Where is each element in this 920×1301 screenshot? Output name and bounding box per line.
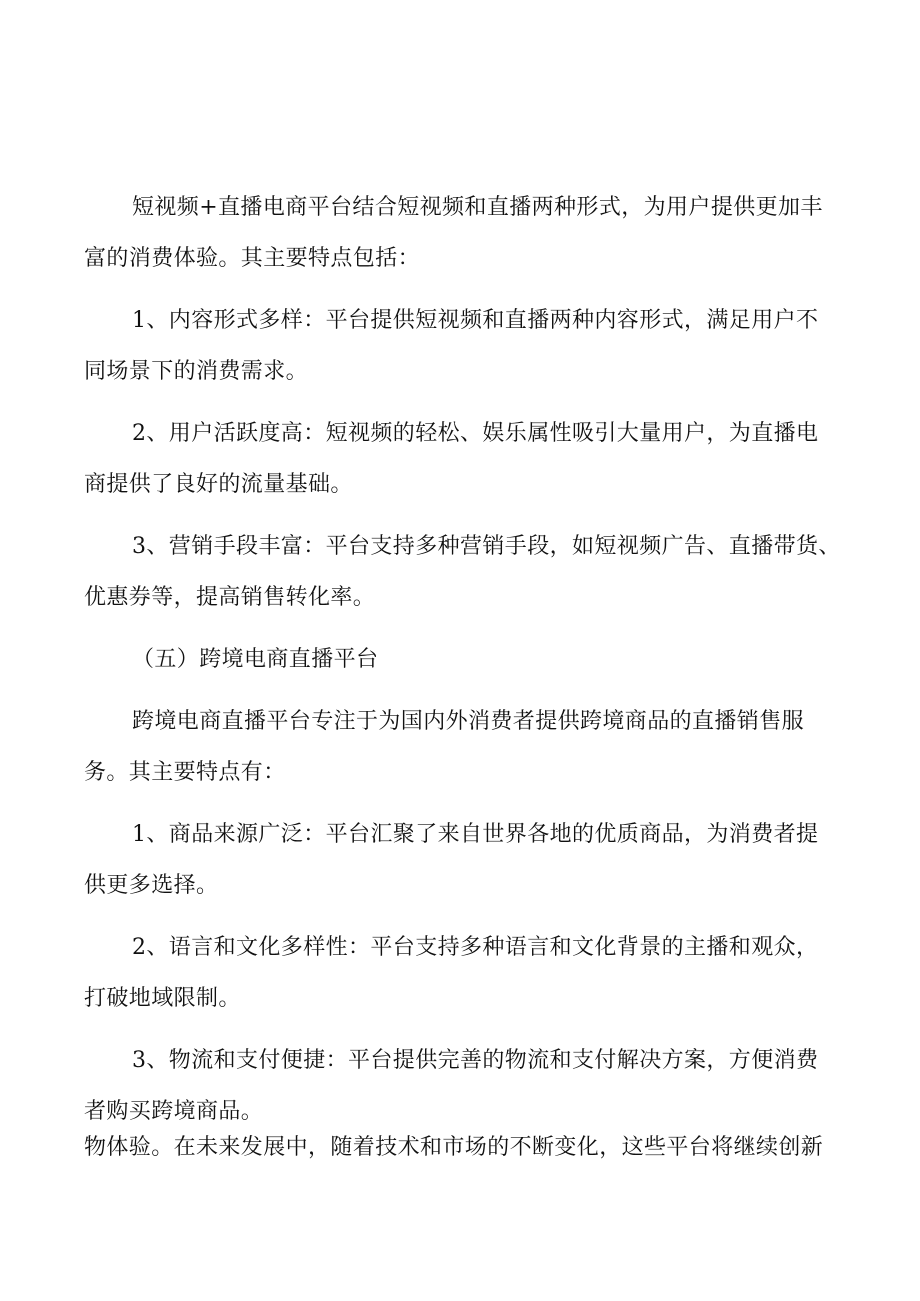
cross-border-feature-3-line-2: 者购买跨境商品。 (84, 1099, 264, 1124)
feature-1-line-2: 同场景下的消费需求。 (84, 359, 309, 384)
cross-border-paragraph-line-2: 务。其主要特点有： (84, 760, 286, 785)
cross-border-feature-1-line-1: 1、商品来源广泛：平台汇聚了来自世界各地的优质商品，为消费者提 (132, 822, 819, 847)
cross-border-paragraph-line-1: 跨境电商直播平台专注于为国内外消费者提供跨境商品的直播销售服 (132, 709, 805, 734)
intro-paragraph-line-2: 富的消费体验。其主要特点包括： (84, 246, 421, 271)
feature-2-line-2: 商提供了良好的流量基础。 (84, 472, 353, 497)
cross-border-feature-1-line-2: 供更多选择。 (84, 873, 219, 898)
feature-1-line-1: 1、内容形式多样：平台提供短视频和直播两种内容形式，满足用户不 (132, 308, 819, 333)
closing-paragraph-line: 物体验。在未来发展中，随着技术和市场的不断变化，这些平台将继续创新 (84, 1135, 824, 1160)
intro-paragraph-line-1: 短视频+直播电商平台结合短视频和直播两种形式，为用户提供更加丰 (132, 195, 823, 220)
feature-2-line-1: 2、用户活跃度高：短视频的轻松、娱乐属性吸引大量用户，为直播电 (132, 421, 819, 446)
feature-3-line-2: 优惠券等，提高销售转化率。 (84, 585, 376, 610)
section-heading: （五）跨境电商直播平台 (132, 647, 379, 672)
cross-border-feature-2-line-1: 2、语言和文化多样性：平台支持多种语言和文化背景的主播和观众， (132, 935, 819, 960)
feature-3-line-1: 3、营销手段丰富：平台支持多种营销手段，如短视频广告、直播带货、 (132, 534, 841, 559)
cross-border-feature-3-line-1: 3、物流和支付便捷：平台提供完善的物流和支付解决方案，方便消费 (132, 1048, 819, 1073)
cross-border-feature-2-line-2: 打破地域限制。 (84, 986, 241, 1011)
